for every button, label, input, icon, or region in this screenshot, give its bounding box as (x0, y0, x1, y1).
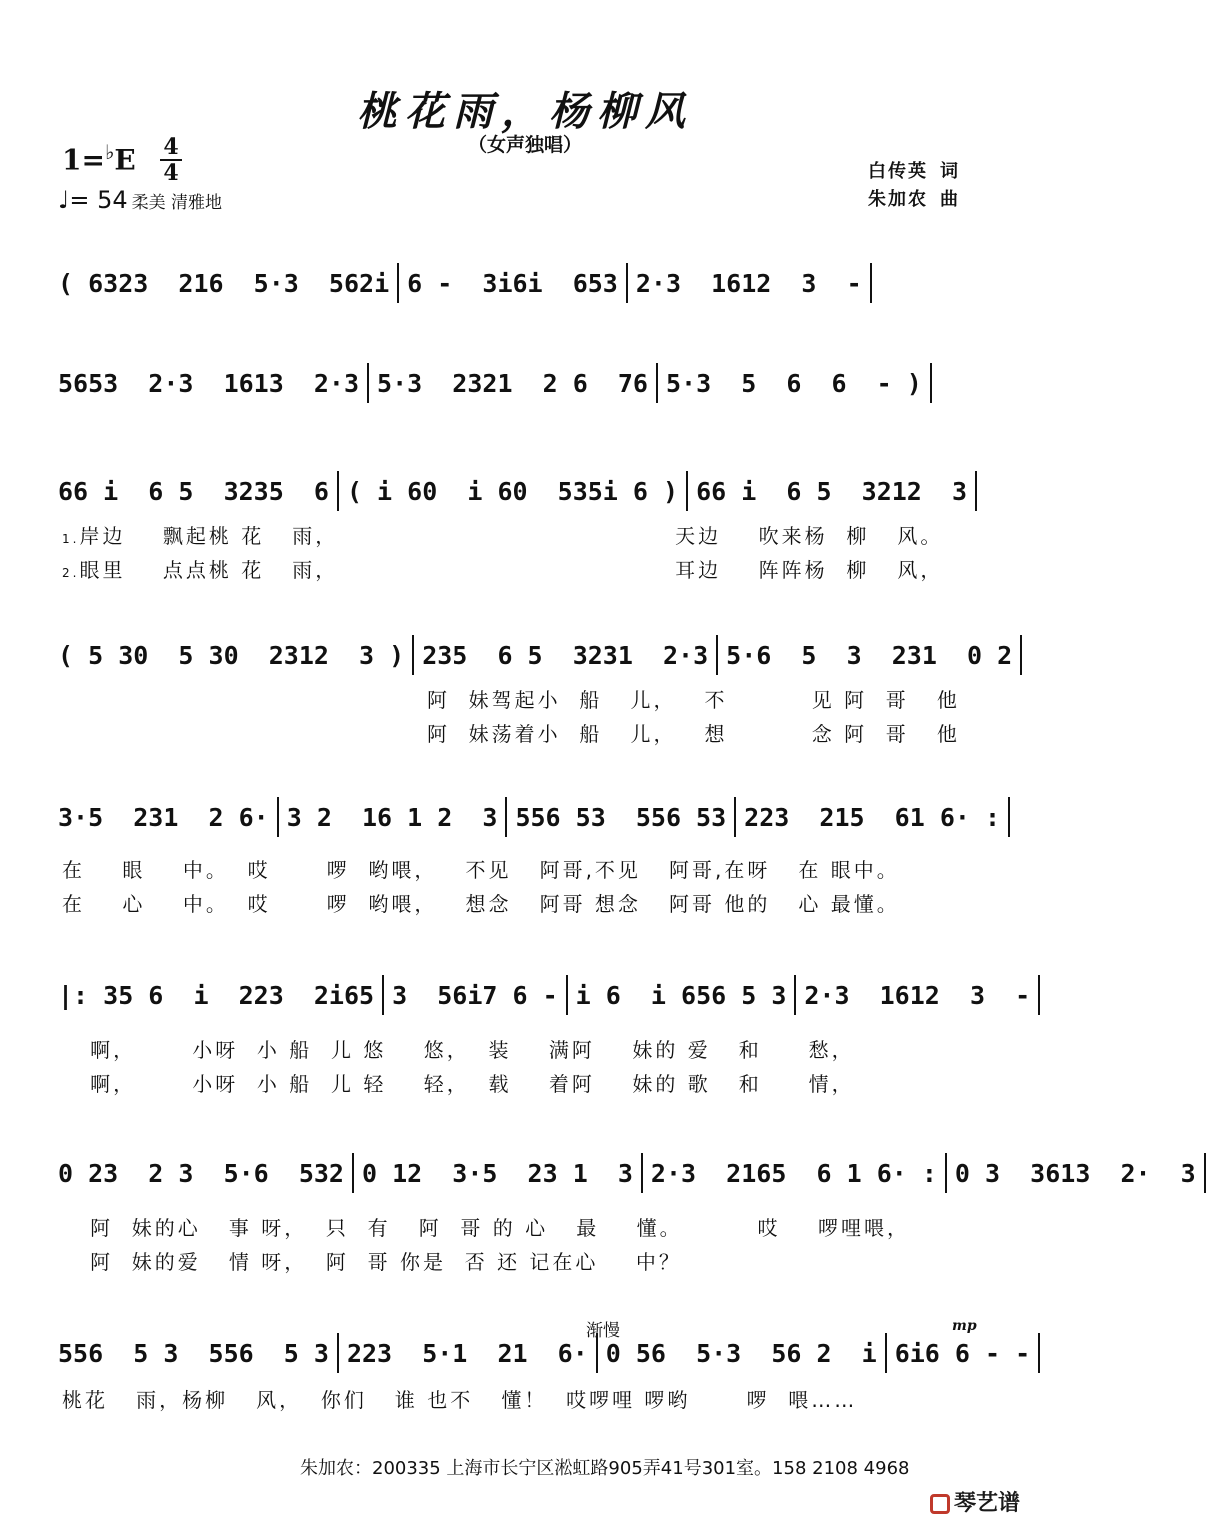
measure: 223 5·1 21 6· (346, 1338, 588, 1368)
measure: ( i 60 i 60 535i 6 ) (346, 476, 679, 506)
measure: i 6 i 656 5 3 (575, 980, 787, 1010)
measure: 6i6 6 - - (894, 1338, 1031, 1368)
score-line-7 (58, 1148, 1196, 1198)
brand-icon (930, 1494, 950, 1514)
lyric-line: 阿 妹荡着小 船 儿， 想 念 阿 哥 他 (62, 722, 960, 746)
measure: |: 35 6 i 223 2i65 (58, 980, 375, 1010)
score-line-8 (58, 1328, 1031, 1378)
meter-bottom: 4 (163, 160, 179, 186)
song-title: 桃花雨，杨柳风 (357, 88, 693, 135)
brand-logo (930, 1486, 1020, 1517)
contact-info: 朱加农：200335 上海市长宁区淞虹路905弄41号301室。158 2108 4968 (300, 1458, 910, 1479)
score-line-3 (58, 466, 998, 516)
credits (868, 158, 960, 214)
lyricist-name: 白传英 (868, 161, 928, 182)
measure: 5·3 2321 2 6 76 (377, 368, 648, 398)
key-signature (62, 140, 136, 176)
score-line-1 (58, 258, 998, 308)
lyric-text: 岸边 飘起桃 花 雨， 天边 吹来杨 柳 风。 (79, 524, 944, 548)
score-line-5 (58, 792, 1001, 842)
lyric-line: 桃花 雨，杨柳 风， 你们 谁 也不 懂！ 哎啰哩 啰哟 啰 喂…… (62, 1388, 858, 1412)
measure: ( 6323 216 5·3 562i (58, 268, 390, 298)
lyric-line: 啊， 小呀 小 船 儿 轻 轻， 载 着阿 妹的 歌 和 情， (62, 1072, 855, 1096)
meter-top: 4 (163, 134, 179, 160)
song-subtitle: （女声独唱） (467, 134, 582, 156)
measure: 556 5 3 556 5 3 (58, 1338, 329, 1368)
measure: 3·5 231 2 6· (58, 802, 269, 832)
tempo-change-mark: 渐慢 (586, 1321, 620, 1341)
measure: 3 2 16 1 2 3 (286, 802, 498, 832)
measure: ( 5 30 5 30 2312 3 ) (58, 640, 405, 670)
composer-name: 朱加农 (868, 189, 928, 210)
verse-number: 1. (62, 532, 80, 546)
lyric-line: 阿 妹的心 事 呀， 只 有 阿 哥 的 心 最 懂。 哎 啰哩喂， (62, 1216, 910, 1240)
key-note: E (114, 143, 136, 177)
lyric-text: 眼里 点点桃 花 雨， 耳边 阵阵杨 柳 风， (79, 558, 944, 582)
measure: 3 56i7 6 - (392, 980, 558, 1010)
verse-number: 2. (62, 566, 80, 580)
measure: 2·3 1612 3 - (804, 980, 1031, 1010)
key-prefix: 1= (62, 143, 105, 177)
lyric-line: 啊， 小呀 小 船 儿 悠 悠， 装 满阿 妹的 爱 和 愁， (62, 1038, 855, 1062)
score-line-4 (58, 630, 1013, 680)
lyric-line: 阿 妹驾起小 船 儿， 不 见 阿 哥 他 (62, 688, 960, 712)
measure: 0 23 2 3 5·6 532 (58, 1158, 344, 1188)
measure: 2·3 1612 3 - (635, 268, 862, 298)
dynamic-mark: mp (952, 1318, 977, 1334)
lyricist-role: 词 (940, 161, 960, 182)
tempo-marking (58, 186, 222, 214)
time-signature (160, 136, 182, 184)
measure: 5·6 5 3 231 0 2 (726, 640, 1013, 670)
lyric-line (62, 520, 992, 549)
score-line-6 (58, 970, 1031, 1020)
measure: 66 i 6 5 3235 6 (58, 476, 329, 506)
flat-sign: ♭ (104, 140, 115, 164)
measure: 0 56 5·3 56 2 i (605, 1338, 877, 1368)
lyric-line: 在 眼 中。 哎 啰 哟喂， 不见 阿哥,不见 阿哥,在呀 在 眼中。 (62, 858, 900, 882)
measure: 6 - 3i6i 653 (407, 268, 618, 298)
measure: 2·3 2165 6 1 6· : (650, 1158, 937, 1188)
score-line-2 (58, 358, 998, 408)
measure: 0 3 3613 2· 3 (954, 1158, 1196, 1188)
measure: 66 i 6 5 3212 3 (696, 476, 968, 506)
tempo-value: = 54 (69, 186, 128, 214)
quarter-note-icon: ♩ (58, 186, 70, 214)
measure: 5653 2·3 1613 2·3 (58, 368, 360, 398)
measure: 223 215 61 6· : (744, 802, 1001, 832)
lyric-line: 阿 妹的爱 情 呀， 阿 哥 你是 否 还 记在心 中？ (62, 1250, 682, 1274)
brand-name: 琴艺谱 (954, 1491, 1021, 1516)
measure: 235 6 5 3231 2·3 (422, 640, 709, 670)
expression-text: 柔美 清雅地 (131, 193, 223, 213)
lyric-line: 在 心 中。 哎 啰 哟喂， 想念 阿哥 想念 阿哥 他的 心 最懂。 (62, 892, 900, 916)
measure: 0 12 3·5 23 1 3 (361, 1158, 633, 1188)
measure: 556 53 556 53 (515, 802, 727, 832)
lyric-line (62, 554, 992, 583)
measure: 5·3 5 6 6 - ) (665, 368, 922, 398)
composer-role: 曲 (940, 189, 960, 210)
